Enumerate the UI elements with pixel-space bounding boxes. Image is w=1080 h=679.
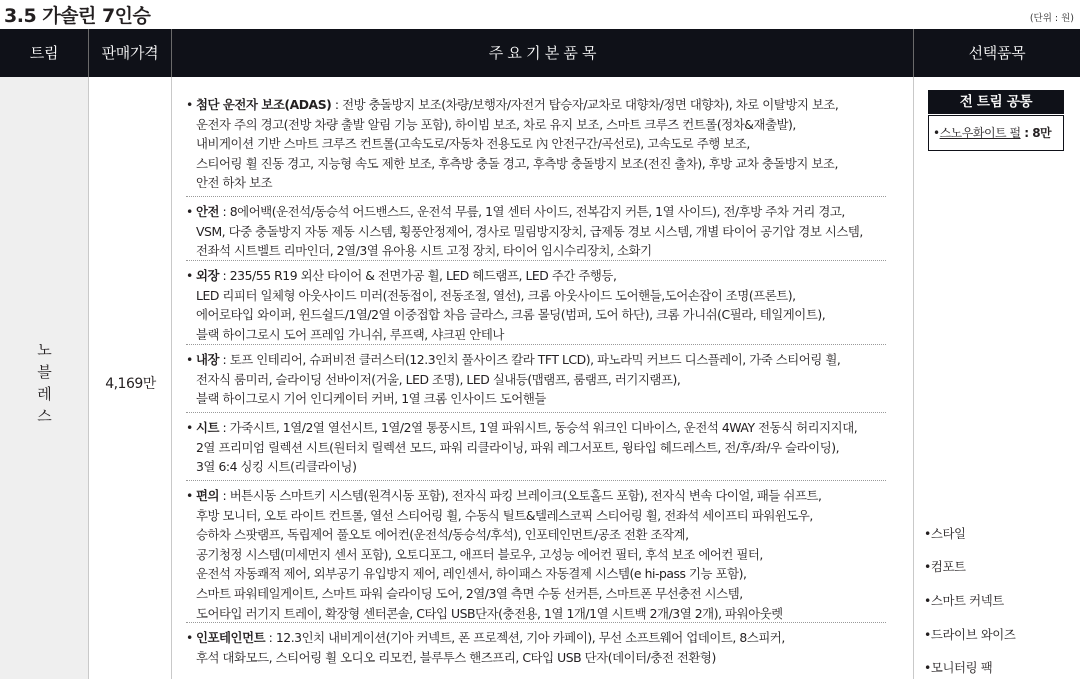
feature-line: 블랙 하이그로시 도어 프레임 가니쉬, 루프랙, 샤크핀 안테나 [196, 326, 504, 342]
feature-section-name: 인포테인먼트 [196, 630, 266, 645]
feature-line [186, 95, 908, 115]
option-package-style: •스타일 [924, 526, 966, 541]
feature-text: : 버튼시동 스마트키 시스템(원격시동 포함), 전자식 파킹 브레이크(오토홀드 포함), 전자식 변속 다이얼, 패들 쉬프트, [219, 488, 822, 503]
trim-char: 노 [37, 341, 52, 359]
section-divider [186, 622, 886, 623]
common-options-title: 전 트림 공통 [928, 90, 1064, 114]
table-body [0, 77, 1080, 679]
feature-line: 안전 하차 보조 [196, 175, 273, 191]
trim-char: 레 [37, 385, 52, 403]
feature-line: 내비게이션 기반 스마트 크루즈 컨트롤(고속도로/자동차 전용도로 內 안전구간/곡선로), 고속도로 주행 보조, [196, 136, 750, 152]
feature-text: : 235/55 R19 외산 타이어 & 전면가공 휠, LED 헤드램프, LED 주간 주행등, [219, 268, 617, 283]
feature-section-name: 내장 [196, 352, 220, 367]
feature-line [186, 202, 908, 222]
feature-line: 스티어링 휠 진동 경고, 지능형 속도 제한 보조, 후측방 충돌 경고, 후측방 충돌방지 보조(전진 출차), 후방 교차 충돌방지 보조, [196, 155, 838, 171]
option-bullet: • [933, 126, 940, 140]
feature-line: 블랙 하이그로시 기어 인디케이터 커버, 1열 크롬 인사이드 도어핸들 [196, 391, 546, 407]
feature-section-name: 편의 [196, 488, 220, 503]
unit-note: (단위 : 원) [1029, 13, 1074, 24]
feature-section [186, 628, 908, 667]
feature-line [186, 486, 908, 506]
option-package-smart-connect: •스마트 커넥트 [924, 593, 1004, 608]
bullet-icon: • [186, 204, 193, 219]
feature-line: LED 리피터 일체형 아웃사이드 미러(전동접이, 전동조절, 열선), 크롬 아웃사이드 도어핸들,도어손잡이 조명(프론트), [196, 287, 796, 303]
feature-section [186, 95, 908, 193]
trim-cell [0, 77, 89, 679]
feature-text: : 토프 인테리어, 슈퍼비전 클러스터(12.3인치 풀사이즈 칼라 TFT LCD), 파노라믹 커브드 디스플레이, 가죽 스티어링 휠, [219, 352, 841, 367]
feature-section [186, 266, 908, 344]
trim-char: 스 [37, 407, 52, 425]
feature-section [186, 486, 908, 623]
option-price: : 8만 [1020, 126, 1052, 140]
feature-line: 후석 대화모드, 스티어링 휠 오디오 리모컨, 블루투스 핸즈프리, C타입 USB 단자(데이터/충전 전환형) [196, 649, 716, 665]
feature-line: 승하차 스팟램프, 독립제어 풀오토 에어컨(운전석/동승석/후석), 인포테인먼트/공조 전환 조작계, [196, 527, 689, 543]
feature-section [186, 202, 908, 261]
bullet-icon: • [186, 268, 193, 283]
feature-section [186, 418, 908, 477]
feature-section-name: 외장 [196, 268, 220, 283]
section-divider [186, 344, 886, 345]
feature-text: : 가죽시트, 1열/2열 열선시트, 1열/2열 통풍시트, 1열 파워시트, 동승석 워크인 디바이스, 운전석 4WAY 전동식 허리지지대, [219, 420, 858, 435]
feature-line [186, 266, 908, 286]
feature-line [186, 418, 908, 438]
feature-line: 에어로타입 와이퍼, 윈드쉴드/1열/2열 이중접합 차음 글라스, 크롬 몰딩(범퍼, 도어 하단), 크롬 가니쉬(C필라, 테일게이트), [196, 307, 826, 323]
table-header [0, 29, 1080, 77]
trim-name [0, 339, 89, 427]
options-cell [914, 77, 1080, 679]
header-main-features: 주 요 기 본 품 목 [172, 29, 914, 77]
feature-line: 운전석 자동쾌적 제어, 외부공기 유입방지 제어, 레인센서, 하이패스 자동결제 시스템(e hi-pass 기능 포함), [196, 566, 747, 582]
feature-line [186, 628, 908, 648]
section-divider [186, 412, 886, 413]
header-options: 선택품목 [968, 44, 1026, 62]
feature-line: 스마트 파워테일게이트, 스마트 파워 슬라이딩 도어, 2열/3열 측면 수동 선커튼, 스마트폰 무선충전 시스템, [196, 585, 743, 601]
feature-section-name: 첨단 운전자 보조(ADAS) [196, 97, 332, 112]
feature-line: 전좌석 시트벨트 리마인더, 2열/3열 유아용 시트 고정 장치, 타이어 임시수리장치, 소화기 [196, 243, 652, 259]
feature-line [186, 350, 908, 370]
section-divider [186, 480, 886, 481]
feature-section-name: 안전 [196, 204, 220, 219]
header-price: 판매가격 [89, 29, 172, 77]
bullet-icon: • [186, 352, 193, 367]
header-trim: 트림 [0, 29, 89, 77]
feature-line: 2열 프리미엄 릴렉션 시트(원터치 릴렉션 모드, 파워 리클라이닝, 파워 레그서포트, 윙타입 헤드레스트, 전/후/좌/우 슬라이딩), [196, 439, 840, 455]
price-value: 4,169만 [105, 376, 156, 392]
feature-line: 3열 6:4 싱킹 시트(리클라이닝) [196, 459, 357, 475]
feature-text: : 12.3인치 내비게이션(기아 커넥트, 폰 프로젝션, 기아 카페이), 무선 소프트웨어 업데이트, 8스피커, [265, 630, 785, 645]
feature-line: 후방 모니터, 오토 라이트 컨트롤, 열선 스티어링 휠, 수동식 틸트&텔레스코픽 스티어링 휠, 전좌석 세이프티 파워윈도우, [196, 507, 813, 523]
feature-line: VSM, 다중 충돌방지 자동 제동 시스템, 횡풍안정제어, 경사로 밀림방지장치, 급제동 경보 시스템, 개별 타이어 공기압 경보 시스템, [196, 223, 863, 239]
common-option-item [928, 115, 1064, 151]
feature-text: : 8에어백(운전석/동승석 어드밴스드, 운전석 무릎, 1열 센터 사이드, 전복감지 커튼, 1열 사이드), 전/후방 주차 거리 경고, [219, 204, 845, 219]
bullet-icon: • [186, 630, 193, 645]
section-divider [186, 196, 886, 197]
main-features-cell [172, 77, 914, 679]
feature-line: 공기청정 시스템(미세먼지 센서 포함), 오토디포그, 애프터 블로우, 고성능 에어컨 필터, 후석 보조 에어컨 필터, [196, 546, 763, 562]
bullet-icon: • [186, 420, 193, 435]
trim-char: 블 [37, 363, 52, 381]
bullet-icon: • [186, 97, 193, 112]
option-package-monitoring: •모니터링 팩 [924, 660, 993, 675]
bullet-icon: • [186, 488, 193, 503]
feature-line: 도어타입 러기지 트레이, 확장형 센터콘솔, C타입 USB단자(충전용, 1열 1개/1열 시트백 2개/3열 2개), 파워아웃렛 [196, 605, 783, 621]
section-divider [186, 260, 886, 261]
feature-line: 운전자 주의 경고(전방 차량 출발 알림 기능 포함), 하이빔 보조, 차로 유지 보조, 스마트 크루즈 컨트롤(정차&재출발), [196, 116, 796, 132]
feature-section-name: 시트 [196, 420, 220, 435]
feature-text: : 전방 충돌방지 보조(차량/보행자/자전거 탑승자/교차로 대향차/정면 대향차), 차로 이탈방지 보조, [331, 97, 839, 112]
option-package-comfort: •컴포트 [924, 559, 966, 574]
feature-section [186, 350, 908, 409]
price-table [0, 29, 1080, 679]
option-label: 스노우화이트 펄 [939, 126, 1021, 140]
price-cell [89, 77, 172, 679]
page-title: 3.5 가솔린 7인승 [4, 5, 151, 27]
feature-line: 전자식 룸미러, 슬라이딩 선바이저(거울, LED 조명), LED 실내등(맵램프, 룸램프, 러기지램프), [196, 371, 681, 387]
option-package-drive-wise: •드라이브 와이즈 [924, 627, 1016, 642]
